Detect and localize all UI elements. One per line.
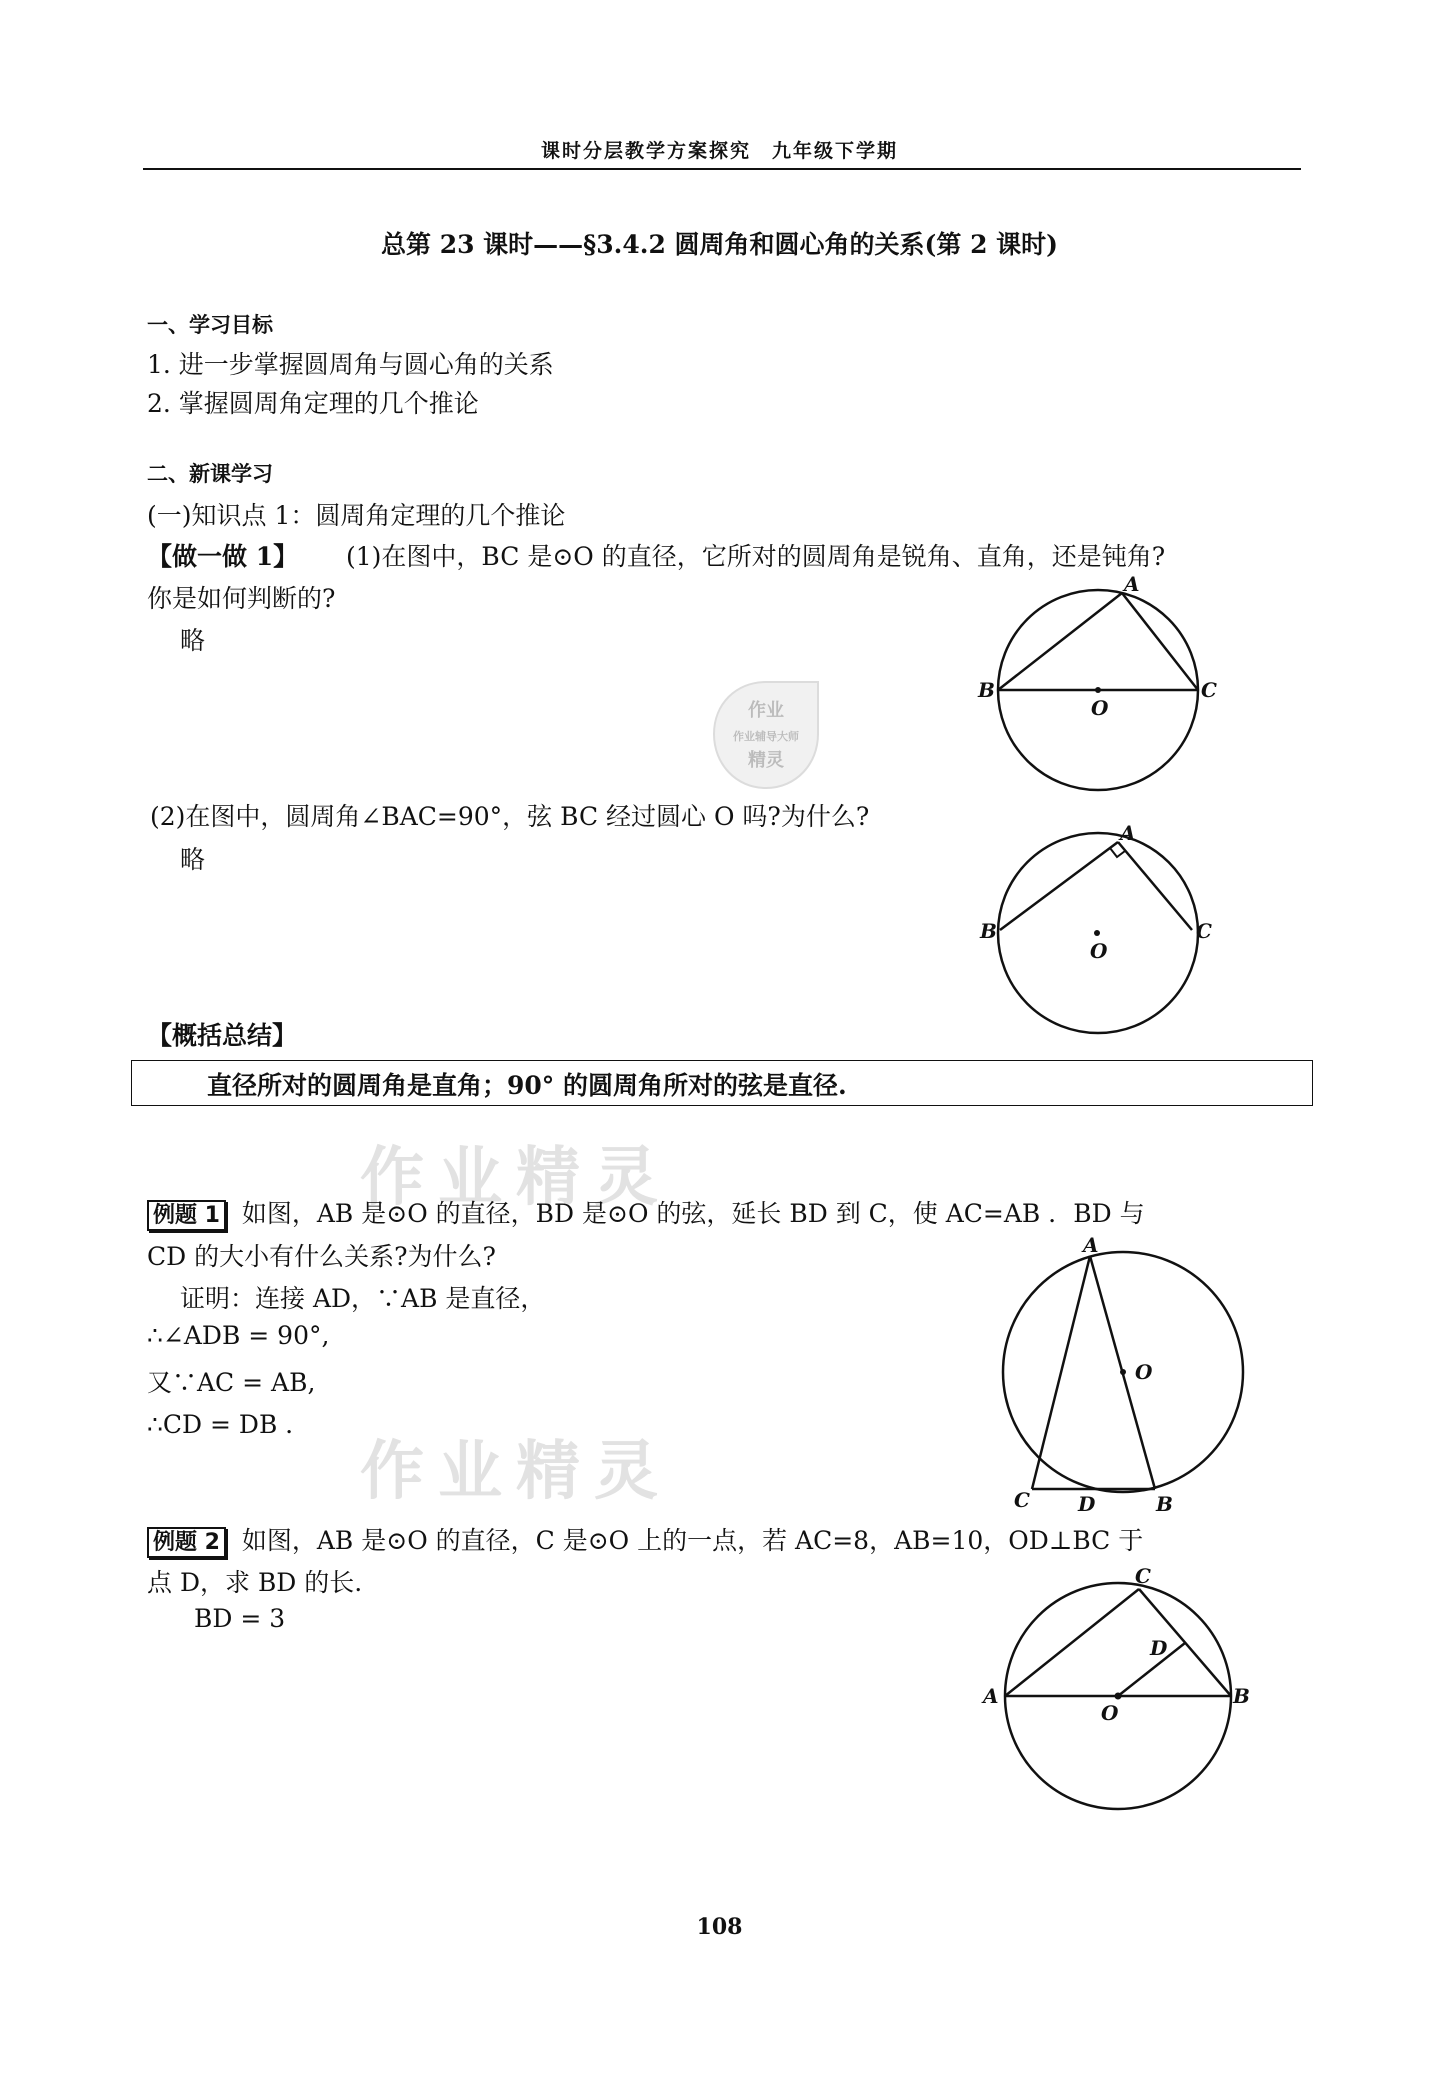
fig3-label-d: D — [1078, 1492, 1096, 1516]
example-2-question-line-2: 点 D，求 BD 的长. — [147, 1568, 363, 1597]
fig1-label-o: O — [1091, 696, 1109, 720]
objective-item-1: 1. 进一步掌握圆周角与圆心角的关系 — [147, 350, 554, 379]
example-1-tag: 例题 1 — [147, 1200, 226, 1231]
objectives-heading: 一、学习目标 — [147, 313, 273, 337]
fig3-center-dot — [1120, 1369, 1126, 1375]
watermark-1: 作业精灵 — [360, 1141, 672, 1215]
fig1-center-dot — [1095, 687, 1101, 693]
fig2-chord-ba — [1000, 842, 1118, 930]
running-header: 课时分层教学方案探究 九年级下学期 — [540, 140, 898, 162]
figure-2-circle — [970, 820, 1230, 1050]
try-question-2: (2)在图中，圆周角∠BAC=90°，弦 BC 经过圆心 O 吗?为什么? — [150, 802, 870, 831]
summary-text: 直径所对的圆周角是直角；90° 的圆周角所对的弦是直径. — [207, 1071, 847, 1100]
fig4-center-dot — [1115, 1693, 1122, 1700]
fig1-label-b: B — [978, 678, 995, 702]
lesson-title: 总第 23 课时——§3.4.2 圆周角和圆心角的关系(第 2 课时) — [380, 230, 1059, 259]
watermark-2: 作业精灵 — [360, 1435, 672, 1509]
fig4-label-d: D — [1150, 1636, 1168, 1660]
proof-line-2: ∴∠ADB = 90°, — [147, 1321, 330, 1350]
example-2-question-line-1 — [147, 1521, 1143, 1557]
example-2-tag: 例题 2 — [147, 1527, 226, 1558]
fig3-segment-ac — [1032, 1256, 1090, 1489]
stamp-text-top: 作业 — [748, 700, 784, 721]
fig1-label-a: A — [1124, 575, 1140, 596]
fig4-chord-ac — [1005, 1589, 1139, 1696]
header-rule — [143, 168, 1301, 170]
stamp-text-mid: 作业辅导大师 — [733, 730, 799, 743]
proof-line-3: 又∵AC = AB, — [147, 1368, 316, 1397]
fig4-label-o: O — [1101, 1701, 1119, 1725]
try-label: 【做一做 1】 — [147, 542, 299, 571]
proof-line-1: 证明：连接 AD，∵AB 是直径， — [180, 1284, 546, 1313]
fig3-label-o: O — [1135, 1360, 1153, 1384]
page-number: 108 — [696, 1914, 743, 1940]
figure-1-circle — [970, 575, 1230, 815]
new-lesson-heading: 二、新课学习 — [147, 462, 273, 486]
fig1-chord-ba — [998, 593, 1122, 690]
fig4-label-a: A — [983, 1684, 999, 1708]
example-2-text-1: 如图，AB 是⊙O 的直径，C 是⊙O 上的一点，若 AC=8，AB=10，OD⊥BC 于 — [241, 1526, 1144, 1555]
fig3-label-c: C — [1014, 1488, 1030, 1512]
try-question-1-line-2: 你是如何判断的? — [147, 584, 336, 613]
fig1-label-c: C — [1201, 678, 1217, 702]
fig4-label-b: B — [1233, 1684, 1250, 1708]
figure-4-circle — [975, 1565, 1250, 1815]
fig3-label-a: A — [1083, 1233, 1099, 1257]
stamp-text-bottom: 精灵 — [748, 750, 784, 771]
summary-label: 【概括总结】 — [147, 1021, 298, 1050]
fig2-chord-ac — [1118, 842, 1192, 930]
try-question-1-line-1: (1)在图中，BC 是⊙O 的直径，它所对的圆周角是锐角、直角，还是钝角? — [346, 542, 1166, 571]
answer-2: 略 — [180, 845, 206, 874]
example-1-question-line-2: CD 的大小有什么关系?为什么? — [147, 1242, 496, 1271]
example-2-answer: BD = 3 — [194, 1604, 286, 1633]
fig4-label-c: C — [1135, 1565, 1151, 1588]
fig2-label-b: B — [980, 919, 997, 943]
proof-line-4: ∴CD = DB ． — [147, 1410, 311, 1439]
fig3-label-b: B — [1156, 1492, 1173, 1516]
stamp-logo — [706, 676, 826, 796]
knowledge-point: (一)知识点 1：圆周角定理的几个推论 — [147, 501, 566, 530]
example-1-question-line-1 — [147, 1194, 1145, 1230]
objective-item-2: 2. 掌握圆周角定理的几个推论 — [147, 389, 479, 418]
figure-3-circle — [990, 1232, 1260, 1522]
answer-1: 略 — [180, 626, 206, 655]
example-1-text-1: 如图，AB 是⊙O 的直径，BD 是⊙O 的弦，延长 BD 到 C，使 AC=AB ．BD 与 — [241, 1199, 1145, 1228]
fig2-label-c: C — [1196, 919, 1212, 943]
fig2-label-a: A — [1120, 821, 1136, 845]
fig2-label-o: O — [1090, 939, 1108, 963]
fig2-center-dot — [1094, 930, 1100, 936]
